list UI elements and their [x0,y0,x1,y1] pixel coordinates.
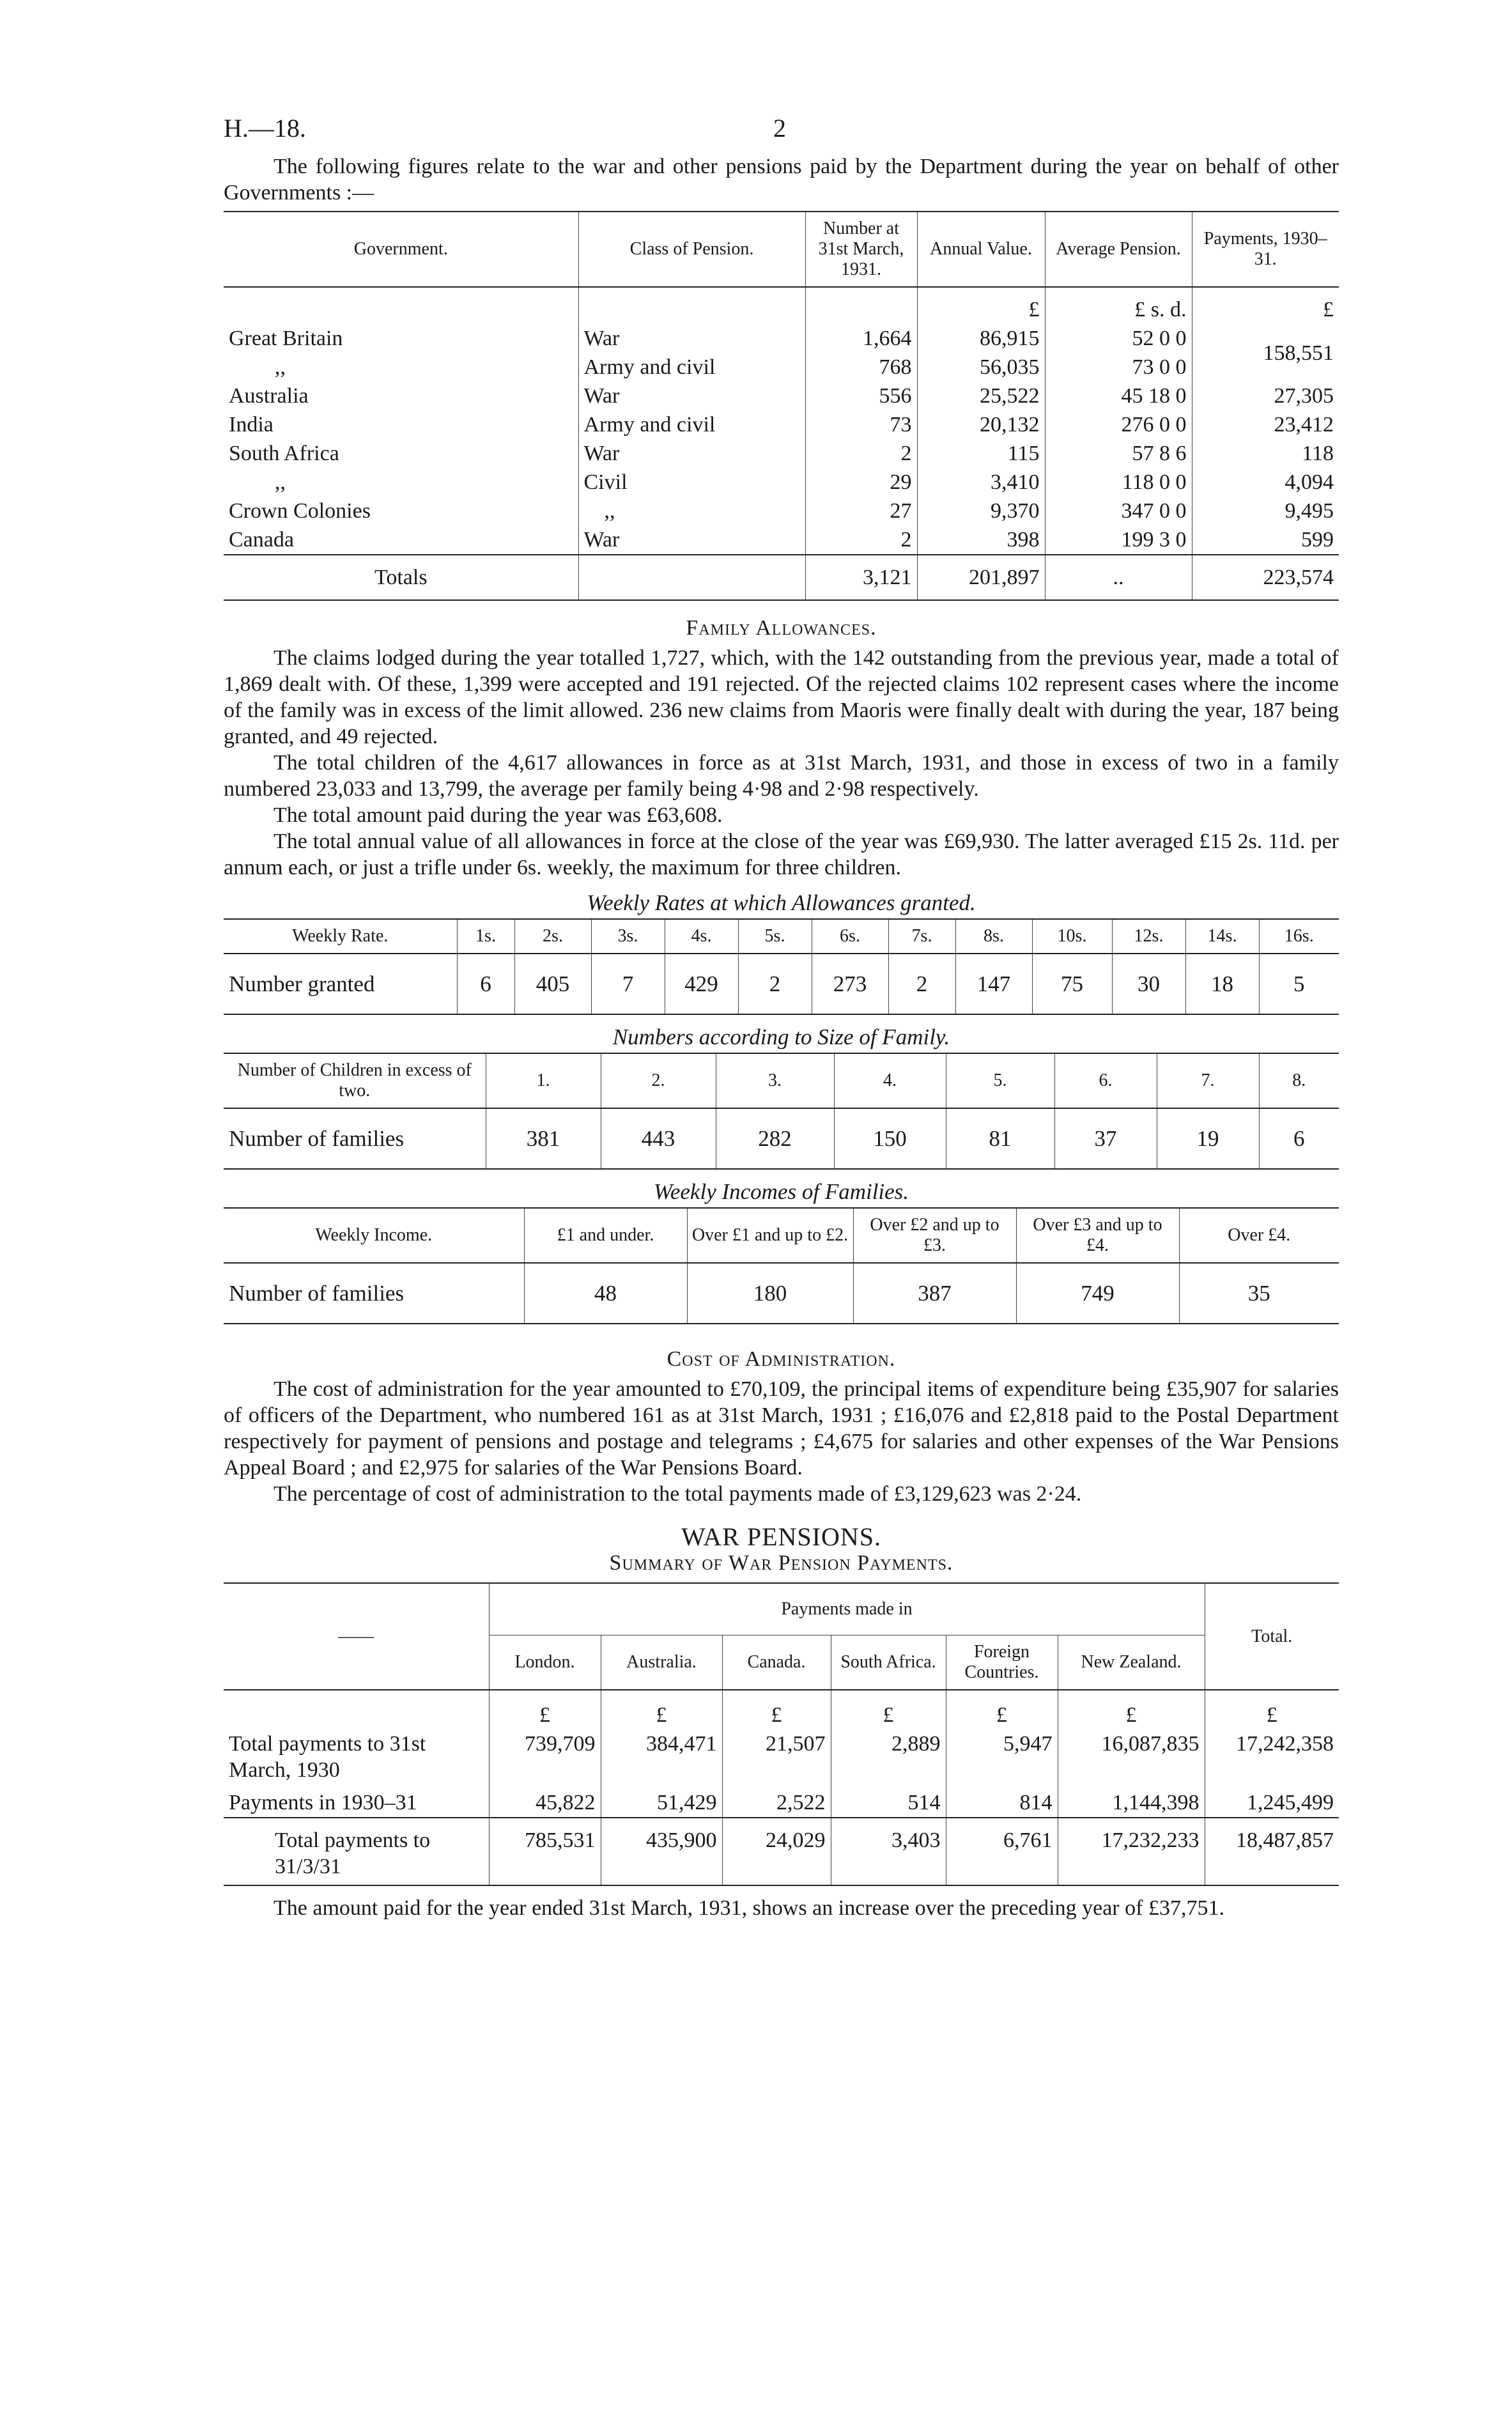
cell-value: 86,915 [917,324,1045,353]
income-families-count: 180 [687,1263,853,1324]
rate-header: 2s. [514,919,591,954]
granted-count: 147 [955,954,1032,1014]
grand-total-value: 435,900 [601,1818,722,1885]
rate-header: 16s. [1259,919,1339,954]
table-row [224,382,1339,410]
income-band-header: Over £1 and up to £2. [687,1208,853,1263]
size-header: 7. [1157,1053,1259,1108]
families-count: 150 [834,1108,946,1169]
cell-government: Australia [229,384,309,408]
cell-average: 45 18 0 [1045,382,1192,410]
size-header: 4. [834,1053,946,1108]
pound-unit: £ [489,1690,601,1729]
grand-total-label: Total payments to 31/3/31 [275,1829,431,1878]
cell-class: War [578,324,805,353]
totals-label: Totals [374,566,428,589]
table-row [224,1263,1339,1324]
table-row [224,497,1339,525]
payment-value: 384,471 [601,1729,722,1784]
cell-value: 3,410 [917,468,1045,497]
cell-number: 2 [805,439,917,468]
cell-value: 56,035 [917,353,1045,382]
size-header: 3. [716,1053,834,1108]
pound-unit: £ [946,1690,1058,1729]
payment-value: 21,507 [722,1729,831,1784]
rate-header: 1s. [457,919,514,954]
number-of-families-label: Number of families [229,1281,405,1306]
cell-class: War [578,382,805,410]
size-header: 5. [946,1053,1054,1108]
granted-count: 75 [1032,954,1112,1014]
pound-unit: £ [1205,1690,1339,1729]
families-count: 443 [601,1108,716,1169]
pound-unit: £ [601,1690,722,1729]
totals-number: 3,121 [805,555,917,600]
administration-paragraph: The cost of administration for the year amounted to £70,109, the principal items of expenditure being £35,907 for salaries of officers of the Department, who numbered 161 as at 31st March, 1931 ; £16,076 and £2,818 paid to the Postal Department respectively for payment of pensions and postage and telegrams ; £4,675 for salaries and other expenses of the War Pensions Appeal Board ; and £2,975 for salaries of the War Pensions Board. [224,1377,1339,1480]
rate-header: 12s. [1112,919,1185,954]
cell-average: 52 0 0 [1045,324,1192,353]
region-header: Foreign Countries. [946,1635,1058,1690]
payment-total: 17,242,358 [1205,1729,1339,1784]
grand-total-value: 6,761 [946,1818,1058,1885]
cell-average: 199 3 0 [1045,525,1192,555]
administration-paragraph: The percentage of cost of administration to the total payments made of £3,129,623 was 2·24. [274,1482,1082,1506]
page-number: 2 [773,114,786,143]
cell-number: 556 [805,382,917,410]
granted-count: 273 [812,954,888,1014]
cell-number: 1,664 [805,324,917,353]
size-header: 2. [601,1053,716,1108]
table-row [224,1784,1339,1818]
cell-payments: 9,495 [1192,497,1339,525]
payment-value: 16,087,835 [1058,1729,1205,1784]
families-count: 381 [486,1108,601,1169]
unit-payments: £ [1192,287,1339,324]
weekly-incomes-table [224,1207,1339,1324]
cell-government: India [229,413,274,437]
cell-class: ,, [578,497,805,525]
size-header: 1. [486,1053,601,1108]
cell-value: 115 [917,439,1045,468]
grand-total-value: 3,403 [831,1818,946,1885]
payment-value: 739,709 [489,1729,601,1784]
unit-average: £ s. d. [1045,287,1192,324]
cell-class: War [578,525,805,555]
cell-value: 9,370 [917,497,1045,525]
weekly-rates-table [224,918,1339,1015]
cell-average: 73 0 0 [1045,353,1192,382]
cell-payments: 23,412 [1192,410,1339,439]
cell-government: Canada [229,528,294,552]
cell-value: 398 [917,525,1045,555]
granted-count: 7 [591,954,665,1014]
pound-unit: £ [1058,1690,1205,1729]
payment-value: 45,822 [489,1784,601,1818]
totals-payments: 223,574 [1192,555,1339,600]
payment-value: 5,947 [946,1729,1058,1784]
war-pensions-subtitle: Summary of War Pension Payments. [609,1551,953,1575]
row-label: Payments in 1930–31 [229,1791,417,1814]
document-page [224,115,1339,1921]
total-header: Total. [1205,1583,1339,1690]
cell-average: 276 0 0 [1045,410,1192,439]
granted-count: 2 [888,954,955,1014]
cell-class: Army and civil [578,353,805,382]
rate-header: 6s. [812,919,888,954]
unit-value: £ [917,287,1045,324]
family-allowances-heading: Family Allowances. [686,616,877,640]
families-count: 6 [1259,1108,1339,1169]
pound-unit: £ [831,1690,946,1729]
payment-total: 1,245,499 [1205,1784,1339,1818]
cell-average: 347 0 0 [1045,497,1192,525]
col-average: Average Pension. [1045,212,1192,287]
rate-header: 3s. [591,919,665,954]
region-header: Australia. [601,1635,722,1690]
grand-total-total: 18,487,857 [1205,1818,1339,1885]
table-row [224,353,1339,382]
size-header: 8. [1259,1053,1339,1108]
cell-value: 20,132 [917,410,1045,439]
weekly-rates-caption: Weekly Rates at which Allowances granted. [587,890,976,915]
col-payments: Payments, 1930–31. [1192,212,1339,287]
table-row [224,410,1339,439]
cell-class: Civil [578,468,805,497]
cell-class: War [578,439,805,468]
income-families-count: 35 [1179,1263,1339,1324]
grand-total-value: 24,029 [722,1818,831,1885]
col-number: Number at 31st March, 1931. [805,212,917,287]
cell-number: 27 [805,497,917,525]
cell-payments-great-britain: 158,551 [1192,324,1339,382]
region-header: New Zealand. [1058,1635,1205,1690]
grand-total-value: 17,232,233 [1058,1818,1205,1885]
cell-number: 29 [805,468,917,497]
pound-unit: £ [722,1690,831,1729]
family-allowances-paragraph: The total annual value of all allowances in force at the close of the year was £69,930. The latter averaged £15 2s. 11d. per annum each, or just a trifle under 6s. weekly, the maximum for three children. [224,830,1339,879]
table-row [224,525,1339,555]
cell-number: 73 [805,410,917,439]
region-header: Canada. [722,1635,831,1690]
cell-value: 25,522 [917,382,1045,410]
totals-value: 201,897 [917,555,1045,600]
families-count: 81 [946,1108,1054,1169]
cell-number: 768 [805,353,917,382]
cell-government: ,, [275,355,286,379]
cell-payments: 599 [1192,525,1339,555]
table-row [224,954,1339,1014]
table-row [224,468,1339,497]
payment-value: 814 [946,1784,1058,1818]
cell-class: Army and civil [578,410,805,439]
number-of-families-label: Number of families [229,1126,405,1151]
income-families-count: 48 [524,1263,687,1324]
cell-government: Great Britain [229,327,343,350]
rate-header: 7s. [888,919,955,954]
intro-paragraph: The following figures relate to the war and other pensions paid by the Department during the year on behalf of other Governments :— [224,155,1339,205]
income-band-header: £1 and under. [524,1208,687,1263]
page-header [224,115,1339,153]
granted-count: 405 [514,954,591,1014]
cell-government: South Africa [229,442,339,465]
families-count: 282 [716,1108,834,1169]
rate-header: 4s. [665,919,738,954]
rate-header: 5s. [738,919,812,954]
totals-row [224,555,1339,600]
war-pensions-table [224,1582,1339,1886]
weekly-rate-header: Weekly Rate. [292,926,389,946]
col-class: Class of Pension. [578,212,805,287]
cell-payments: 27,305 [1192,382,1339,410]
family-allowances-paragraph: The total children of the 4,617 allowances in force as at 31st March, 1931, and those in excess of two in a family numbered 23,033 and 13,799, the average per family being 4·98 and 2·98 respectively. [224,751,1339,801]
table-row [224,324,1339,353]
family-size-caption: Numbers according to Size of Family. [612,1025,950,1049]
stub-header: —— [224,1583,489,1690]
cell-payments: 4,094 [1192,468,1339,497]
cell-number: 2 [805,525,917,555]
grand-total-value: 785,531 [489,1818,601,1885]
granted-count: 30 [1112,954,1185,1014]
col-government: Government. [353,239,448,259]
income-band-header: Over £3 and up to £4. [1016,1208,1179,1263]
cell-average: 57 8 6 [1045,439,1192,468]
families-count: 37 [1054,1108,1157,1169]
pensions-table [224,211,1339,601]
granted-count: 18 [1185,954,1259,1014]
region-header: South Africa. [831,1635,946,1690]
war-pensions-title: WAR PENSIONS. [681,1522,882,1551]
cell-average: 118 0 0 [1045,468,1192,497]
grand-total-row [224,1818,1339,1885]
family-allowances-paragraph: The claims lodged during the year totalled 1,727, which, with the 142 outstanding from the previous year, made a total of 1,869 dealt with. Of these, 1,399 were accepted and 191 rejected. Of the rejected claims 102 represent cases where the income of the family was in excess of the limit allowed. 236 new claims from Maoris were finally dealt with during the year, 187 being granted, and 49 rejected. [224,646,1339,748]
family-size-table [224,1053,1339,1170]
payments-made-in-header: Payments made in [489,1583,1205,1635]
granted-count: 6 [457,954,514,1014]
granted-count: 2 [738,954,812,1014]
payment-value: 514 [831,1784,946,1818]
cell-government: ,, [275,470,286,494]
rate-header: 8s. [955,919,1032,954]
income-band-header: Over £4. [1179,1208,1339,1263]
weekly-income-header: Weekly Income. [315,1225,433,1245]
table-row [224,1729,1339,1784]
granted-count: 429 [665,954,738,1014]
table-row [224,439,1339,468]
document-reference: H.—18. [224,114,306,143]
closing-paragraph: The amount paid for the year ended 31st March, 1931, shows an increase over the preceding year of £37,751. [274,1896,1224,1920]
children-excess-header: Number of Children in excess of two. [237,1060,472,1101]
family-allowances-paragraph: The total amount paid during the year was £63,608. [274,803,723,827]
payment-value: 1,144,398 [1058,1784,1205,1818]
income-families-count: 387 [853,1263,1016,1324]
payment-value: 2,889 [831,1729,946,1784]
row-label: Total payments to 31st March, 1930 [229,1732,426,1782]
region-header: London. [489,1635,601,1690]
income-band-header: Over £2 and up to £3. [853,1208,1016,1263]
size-header: 6. [1054,1053,1157,1108]
number-granted-label: Number granted [229,971,375,996]
weekly-incomes-caption: Weekly Incomes of Families. [653,1179,909,1204]
administration-heading: Cost of Administration. [667,1347,896,1371]
income-families-count: 749 [1016,1263,1179,1324]
granted-count: 5 [1259,954,1339,1014]
cell-government: Crown Colonies [229,499,371,523]
payment-value: 2,522 [722,1784,831,1818]
families-count: 19 [1157,1108,1259,1169]
col-value: Annual Value. [917,212,1045,287]
totals-average: .. [1045,555,1192,600]
cell-payments: 118 [1192,439,1339,468]
rate-header: 14s. [1185,919,1259,954]
table-row [224,1108,1339,1169]
rate-header: 10s. [1032,919,1112,954]
payment-value: 51,429 [601,1784,722,1818]
